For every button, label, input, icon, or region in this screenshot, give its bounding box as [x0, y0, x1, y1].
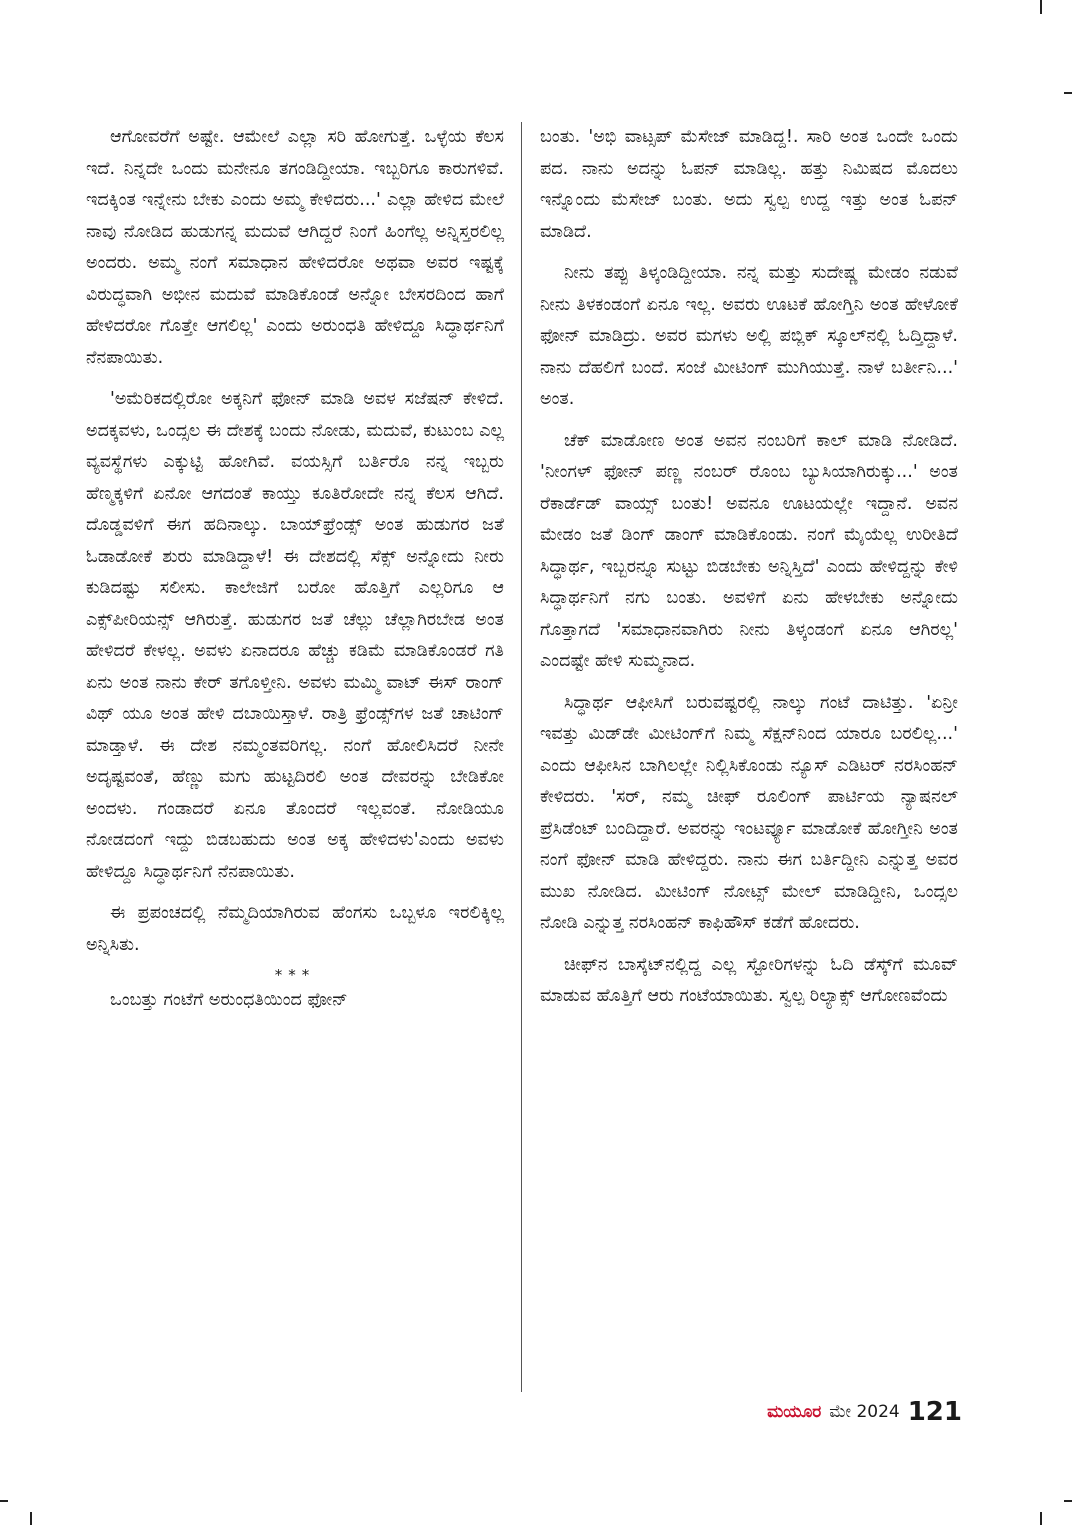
page-number: 121 [907, 1397, 962, 1427]
paragraph: ಸಿದ್ಧಾರ್ಥ ಆಫೀಸಿಗೆ ಬರುವಷ್ಟರಲ್ಲಿ ನಾಲ್ಕು ಗಂಟೆ ದಾಟಿತ್ತು. 'ಏನ್ರೀ ಇವತ್ತು ಮಿಡ್‌ಡೇ ಮೀಟಿಂಗ್‌ಗೆ ನಿಮ್ಮ ಸೆಕ್ಷನ್‌ನಿಂದ ಯಾರೂ ಬರಲಿಲ್ಲ...' ಎಂದು ಆಫೀಸಿನ ಬಾಗಿಲಲ್ಲೇ ನಿಲ್ಲಿಸಿಕೊಂಡು ನ್ಯೂಸ್ ಎಡಿಟರ್ ನರಸಿಂಹನ್ ಕೇಳಿದರು. 'ಸರ್, ನಮ್ಮ ಚೀಫ್ ರೂಲಿಂಗ್ ಪಾರ್ಟಿಯ ನ್ಯಾಷನಲ್ ಪ್ರೆಸಿಡೆಂಟ್ ಬಂದಿದ್ದಾರೆ. ಅವರನ್ನು ಇಂಟರ್ವ್ಯೂ ಮಾಡೋಕೆ ಹೋಗ್ತೀನಿ ಅಂತ ನಂಗೆ ಫೋನ್ ಮಾಡಿ ಹೇಳಿದ್ದರು. ನಾನು ಈಗ ಬರ್ತಿದ್ದೀನಿ ಎನ್ನುತ್ತ ಅವರ ಮುಖ ನೋಡಿದ. ಮೀಟಿಂಗ್ ನೋಟ್ಸ್ ಮೇಲ್ ಮಾಡಿದ್ದೀನಿ, ಒಂದ್ಸಲ ನೋಡಿ ಎನ್ನುತ್ತ ನರಸಿಂಹನ್ ಕಾಫಿಹೌಸ್ ಕಡೆಗೆ ಹೋದರು. [540, 692, 958, 933]
paragraph: ಬಂತು. 'ಅಭಿ ವಾಟ್ಸಪ್ ಮೆಸೇಜ್ ಮಾಡಿದ್ದ!. ಸಾರಿ ಅಂತ ಒಂದೇ ಒಂದು ಪದ. ನಾನು ಅದನ್ನು ಓಪನ್ ಮಾಡಿಲ್ಲ. ಹತ್ತು ನಿಮಿಷದ ಮೊದಲು ಇನ್ನೊಂದು ಮೆಸೇಜ್ ಬಂತು. ಅದು ಸ್ವಲ್ಪ ಉದ್ದ ಇತ್ತು ಅಂತ ಓಪನ್ ಮಾಡಿದೆ. [540, 127, 958, 242]
right-text-column [540, 122, 958, 1023]
paragraph: ನೀನು ತಪ್ಪು ತಿಳ್ಕಂಡಿದ್ದೀಯಾ. ನನ್ನ ಮತ್ತು ಸುದೇಷ್ಣ ಮೇಡಂ ನಡುವೆ ನೀನು ತಿಳಕಂಡಂಗೆ ಏನೂ ಇಲ್ಲ. ಅವರು ಊಟಕೆ ಹೋಗ್ತಿನಿ ಅಂತ ಹೇಳೋಕೆ ಫೋನ್ ಮಾಡಿದ್ರು. ಅವರ ಮಗಳು ಅಲ್ಲಿ ಪಬ್ಲಿಕ್ ಸ್ಕೂಲ್‌ನಲ್ಲಿ ಓದ್ತಿದ್ದಾಳೆ. ನಾನು ದೆಹಲಿಗೆ ಬಂದೆ. ಸಂಜೆ ಮೀಟಿಂಗ್ ಮುಗಿಯುತ್ತೆ. ನಾಳೆ ಬರ್ತೀನಿ...' ಅಂತ. [540, 263, 958, 409]
paragraph: ಈ ಪ್ರಪಂಚದಲ್ಲಿ ನೆಮ್ಮದಿಯಾಗಿರುವ ಹೆಂಗಸು ಒಬ್ಬಳೂ ಇರಲಿಕ್ಕಿಲ್ಲ ಅನ್ನಿಸಿತು. [86, 903, 504, 955]
column-divider [521, 122, 522, 1392]
paragraph: ಒಂಬತ್ತು ಗಂಟೆಗೆ ಅರುಂಧತಿಯಿಂದ ಫೋನ್ [110, 990, 348, 1010]
section-separator: *** [274, 966, 316, 984]
paragraph: ಆಗೋವರೆಗೆ ಅಷ್ಟೇ. ಆಮೇಲೆ ಎಲ್ಲಾ ಸರಿ ಹೋಗುತ್ತೆ. ಒಳ್ಳೆಯ ಕೆಲಸ ಇದೆ. ನಿನ್ನದೇ ಒಂದು ಮನೇನೂ ತಗಂಡಿದ್ದೀಯಾ. ಇಬ್ಬರಿಗೂ ಕಾರುಗಳಿವೆ. ಇದಕ್ಕಿಂತ ಇನ್ನೇನು ಬೇಕು ಎಂದು ಅಮ್ಮ ಕೇಳಿದರು...' ಎಲ್ಲಾ ಹೇಳಿದ ಮೇಲೆ ನಾವು ನೋಡಿದ ಹುಡುಗನ್ನ ಮದುವೆ ಆಗಿದ್ದರೆ ನಿಂಗೆ ಹಿಂಗೆಲ್ಲ ಅನ್ನಿಸ್ತರಲಿಲ್ಲ ಅಂದರು. ಅಮ್ಮ ನಂಗೆ ಸಮಾಧಾನ ಹೇಳಿದರೋ ಅಥವಾ ಅವರ ಇಷ್ಟಕ್ಕೆ ವಿರುದ್ಧವಾಗಿ ಅಭೀನ ಮದುವೆ ಮಾಡಿಕೊಂಡೆ ಅನ್ನೋ ಬೇಸರದಿಂದ ಹಾಗೆ ಹೇಳಿದರೋ ಗೊತ್ತೇ ಆಗಲಿಲ್ಲ' ಎಂದು ಅರುಂಧತಿ ಹೇಳಿದ್ದೂ ಸಿದ್ಧಾರ್ಥನಿಗೆ ನೆನಪಾಯಿತು. [86, 127, 504, 368]
magazine-logo: ಮಯೂರ [767, 1402, 822, 1422]
page-footer [690, 1392, 962, 1432]
paragraph: 'ಅಮೆರಿಕದಲ್ಲಿರೋ ಅಕ್ಕನಿಗೆ ಫೋನ್ ಮಾಡಿ ಅವಳ ಸಜೆಷನ್ ಕೇಳಿದೆ. ಅದಕ್ಕವಳು, ಒಂದ್ಸಲ ಈ ದೇಶಕ್ಕೆ ಬಂದು ನೋಡು, ಮದುವೆ, ಕುಟುಂಬ ಎಲ್ಲ ವ್ಯವಸ್ಥೆಗಳು ಎಕ್ಕುಟ್ಟಿ ಹೋಗಿವೆ. ವಯಸ್ಸಿಗೆ ಬರ್ತಿರೊ ನನ್ನ ಇಬ್ಬರು ಹೆಣ್ಮಕ್ಕಳಿಗೆ ಏನೋ ಆಗದಂತೆ ಕಾಯ್ತು ಕೂತಿರೋದೇ ನನ್ನ ಕೆಲಸ ಆಗಿದೆ. ದೊಡ್ಡವಳಿಗೆ ಈಗ ಹದಿನಾಲ್ಕು. ಬಾಯ್‌ಫ್ರೆಂಡ್ಸ್ ಅಂತ ಹುಡುಗರ ಜತೆ ಓಡಾಡೋಕೆ ಶುರು ಮಾಡಿದ್ದಾಳೆ! ಈ ದೇಶದಲ್ಲಿ ಸೆಕ್ಸ್ ಅನ್ನೋದು ನೀರು ಕುಡಿದಷ್ಟು ಸಲೀಸು. ಕಾಲೇಜಿಗೆ ಬರೋ ಹೊತ್ತಿಗೆ ಎಲ್ಲರಿಗೂ ಆ ಎಕ್ಸ್‌ಪೀರಿಯನ್ಸ್ ಆಗಿರುತ್ತೆ. ಹುಡುಗರ ಜತೆ ಚೆಲ್ಲು ಚೆಲ್ಲಾಗಿರಬೇಡ ಅಂತ ಹೇಳಿದರೆ ಕೇಳಲ್ಲ. ಅವಳು ಏನಾದರೂ ಹೆಚ್ಚು ಕಡಿಮೆ ಮಾಡಿಕೊಂಡರೆ ಗತಿ ಏನು ಅಂತ ನಾನು ಕೇರ್ ತಗೊಳ್ತೀನಿ. ಅವಳು ಮಮ್ಮಿ ವಾಟ್ ಈಸ್ ರಾಂಗ್ ವಿಥ್ ಯೂ ಅಂತ ಹೇಳಿ ದಬಾಯಿಸ್ತಾಳೆ. ರಾತ್ರಿ ಫ್ರೆಂಡ್ಸ್‌ಗಳ ಜತೆ ಚಾಟಿಂಗ್ ಮಾಡ್ತಾಳೆ. ಈ ದೇಶ ನಮ್ಮಂತವರಿಗಲ್ಲ. ನಂಗೆ ಹೋಲಿಸಿದರೆ ನೀನೇ ಅದೃಷ್ಟವಂತೆ, ಹೆಣ್ಣು ಮಗು ಹುಟ್ಟದಿರಲಿ ಅಂತ ದೇವರನ್ನು ಬೇಡಿಕೋ ಅಂದಳು. ಗಂಡಾದರೆ ಏನೂ ತೊಂದರೆ ಇಲ್ಲವಂತೆ. ನೋಡಿಯೂ ನೋಡದಂಗೆ ಇದ್ದು ಬಿಡಬಹುದು ಅಂತ ಅಕ್ಕ ಹೇಳಿದಳು'ಎಂದು ಅವಳು ಹೇಳಿದ್ದೂ ಸಿದ್ಧಾರ್ಥನಿಗೆ ನೆನಪಾಯಿತು. [86, 389, 504, 882]
paragraph: ಚೆಕ್ ಮಾಡೋಣ ಅಂತ ಅವನ ನಂಬರಿಗೆ ಕಾಲ್ ಮಾಡಿ ನೋಡಿದೆ. 'ನೀಂಗಳ್ ಫೋನ್ ಪಣ್ಣ ನಂಬರ್ ರೊಂಬ ಬ್ಯುಸಿಯಾಗಿರುಕ್ಕು...' ಅಂತ ರೆಕಾರ್ಡೆಡ್ ವಾಯ್ಸ್ ಬಂತು! ಅವನೂ ಊಟಯಲ್ಲೇ ಇದ್ದಾನೆ. ಅವನ ಮೇಡಂ ಜತೆ ಡಿಂಗ್ ಡಾಂಗ್ ಮಾಡಿಕೊಂಡು. ನಂಗೆ ಮೈಯೆಲ್ಲ ಉರೀತಿದೆ ಸಿದ್ಧಾರ್ಥ, ಇಬ್ಬರನ್ನೂ ಸುಟ್ಟು ಬಿಡಬೇಕು ಅನ್ನಿಸ್ತಿದೆ' ಎಂದು ಹೇಳಿದ್ದನ್ನು ಕೇಳಿ ಸಿದ್ಧಾರ್ಥನಿಗೆ ನಗು ಬಂತು. ಅವಳಿಗೆ ಏನು ಹೇಳಬೇಕು ಅನ್ನೋದು ಗೊತ್ತಾಗದೆ 'ಸಮಾಧಾನವಾಗಿರು ನೀನು ತಿಳ್ಕಂಡಂಗೆ ಏನೂ ಆಗಿರಲ್ಲ' ಎಂದಷ್ಟೇ ಹೇಳಿ ಸುಮ್ಮನಾದ. [540, 430, 958, 671]
paragraph: ಚೀಫ್‌ನ ಬಾಸ್ಕೆಟ್‌ನಲ್ಲಿದ್ದ ಎಲ್ಲ ಸ್ಟೋರಿಗಳನ್ನು ಓದಿ ಡೆಸ್ಕ್‌ಗೆ ಮೂವ್ ಮಾಡುವ ಹೊತ್ತಿಗೆ ಆರು ಗಂಟೆಯಾಯಿತು. ಸ್ವಲ್ಪ ರಿಲ್ಯಾಕ್ಸ್ ಆಗೋಣವೆಂದು [540, 954, 958, 1006]
left-text-column [86, 122, 504, 1027]
issue-month: ಮೇ 2024 [829, 1402, 900, 1422]
